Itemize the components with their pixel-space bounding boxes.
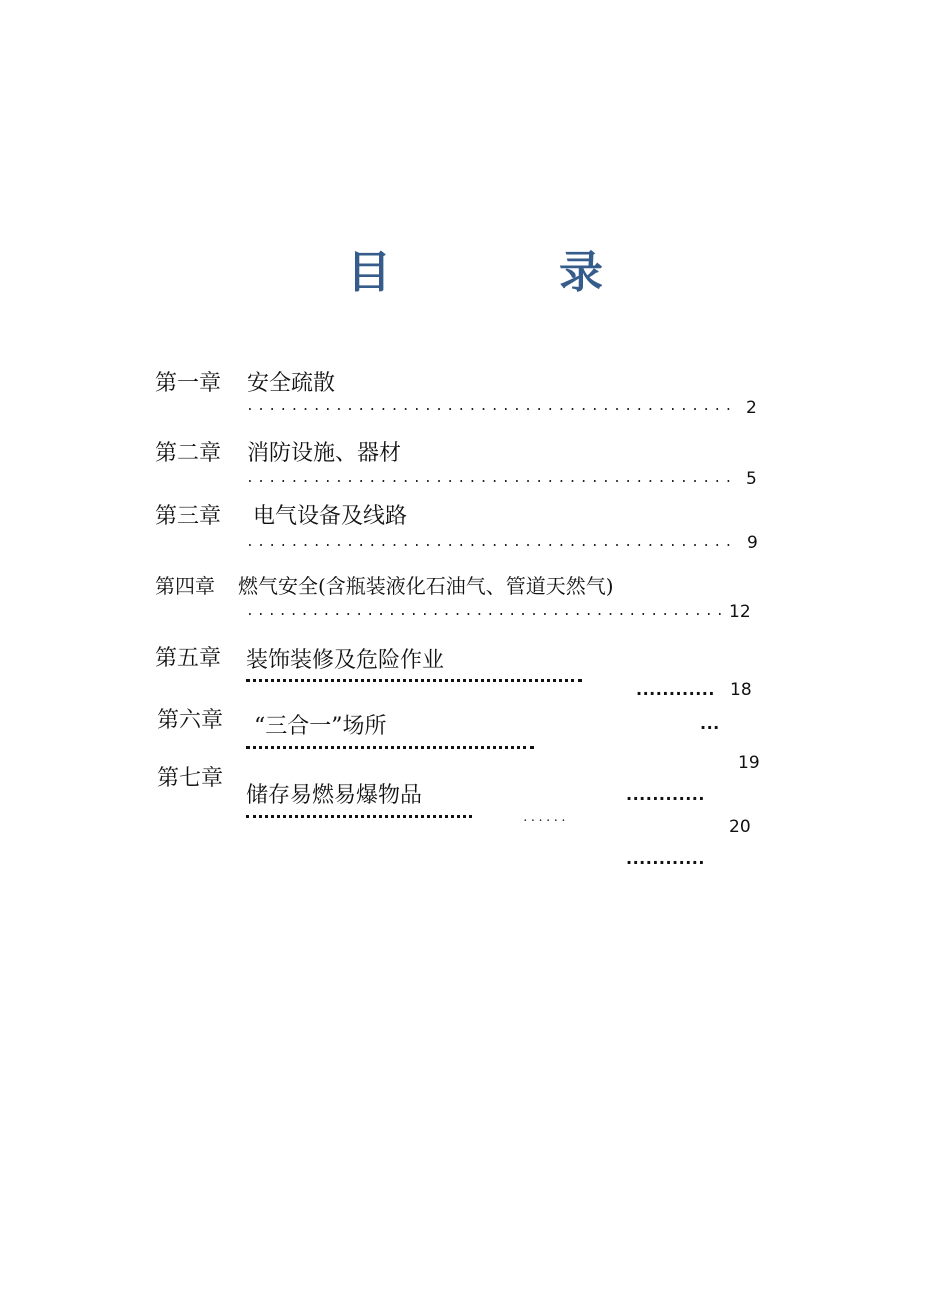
toc-chapter-6-title[interactable]: “三合一”场所 xyxy=(254,714,387,739)
toc-chapter-4-title[interactable]: 燃气安全(含瓶装液化石油气、管道天然气) xyxy=(238,574,614,598)
toc-chapter-4-page[interactable]: 12 xyxy=(729,602,751,622)
toc-chapter-3-label: 第三章 xyxy=(155,504,222,529)
toc-trailing-leader: ............ xyxy=(626,849,705,868)
toc-chapter-6-label: 第六章 xyxy=(157,708,224,733)
toc-chapter-2-title[interactable]: 消防设施、器材 xyxy=(247,441,402,466)
toc-chapter-4-label: 第四章 xyxy=(155,574,215,598)
toc-chapter-1-page[interactable]: 2 xyxy=(746,398,757,418)
toc-chapter-5-label: 第五章 xyxy=(155,646,222,671)
toc-chapter-7-title[interactable]: 储存易燃易爆物品 xyxy=(246,783,423,808)
toc-chapter-5-page[interactable]: 18 xyxy=(730,680,752,700)
toc-chapter-7-leader: ............ xyxy=(626,785,705,804)
toc-chapter-3-page[interactable]: 9 xyxy=(747,533,758,553)
toc-chapter-5-title[interactable]: 装饰装修及危险作业 xyxy=(246,648,445,673)
toc-chapter-1-label: 第一章 xyxy=(155,371,222,396)
toc-chapter-4-leader: ............................................ xyxy=(246,604,727,619)
toc-chapter-7-short-leader: ...... xyxy=(522,811,568,824)
toc-chapter-3-leader: ............................................ xyxy=(246,535,736,550)
toc-chapter-7-label: 第七章 xyxy=(157,766,224,791)
toc-chapter-7-dotted-rule xyxy=(246,815,472,818)
page-title: 目 录 xyxy=(347,247,665,298)
toc-chapter-7-page[interactable]: 20 xyxy=(729,817,751,837)
toc-chapter-3-title[interactable]: 电气设备及线路 xyxy=(253,504,408,529)
toc-chapter-1-title[interactable]: 安全疏散 xyxy=(247,371,336,396)
toc-chapter-5-leader: ............ xyxy=(636,680,715,699)
toc-chapter-5-dotted-rule xyxy=(246,679,582,682)
toc-chapter-6-dotted-rule xyxy=(246,746,534,749)
toc-chapter-6-page[interactable]: 19 xyxy=(738,753,760,773)
toc-chapter-6-leader: ... xyxy=(700,714,720,733)
toc-chapter-1-leader: ............................................ xyxy=(246,399,736,414)
toc-chapter-2-label: 第二章 xyxy=(155,441,222,466)
toc-chapter-2-page[interactable]: 5 xyxy=(746,469,757,489)
toc-chapter-2-leader: ............................................ xyxy=(246,471,736,486)
